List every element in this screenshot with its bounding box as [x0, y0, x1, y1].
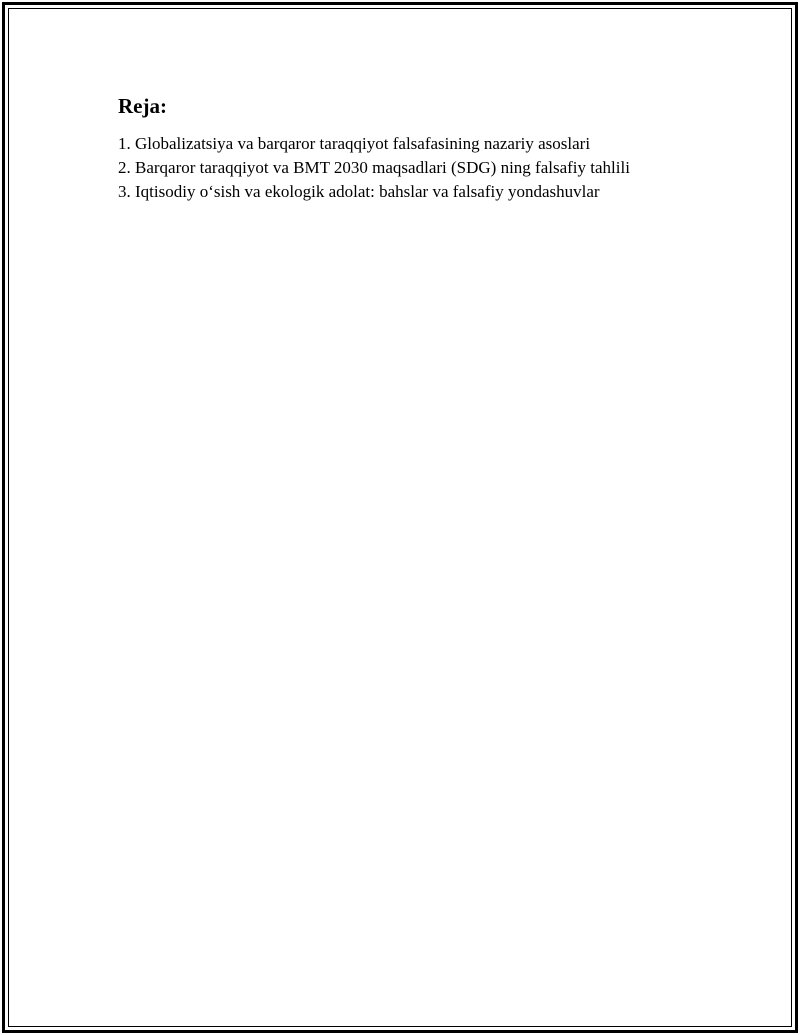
plan-list: [118, 132, 718, 204]
plan-title: Reja:: [118, 94, 167, 118]
page-content: [118, 94, 718, 204]
plan-item-text: Globalizatsiya va barqaror taraqqiyot falsafasining nazariy asoslari: [135, 134, 591, 153]
plan-item-number: 1.: [118, 134, 131, 153]
plan-item: [118, 132, 718, 156]
plan-item-number: 3.: [118, 182, 131, 201]
plan-item: [118, 156, 718, 180]
plan-item-number: 2.: [118, 158, 131, 177]
plan-item: [118, 180, 718, 204]
plan-item-text: Barqaror taraqqiyot va BMT 2030 maqsadlari (SDG) ning falsafiy tahlili: [135, 158, 630, 177]
plan-item-text: Iqtisodiy o‘sish va ekologik adolat: bahslar va falsafiy yondashuvlar: [135, 182, 600, 201]
